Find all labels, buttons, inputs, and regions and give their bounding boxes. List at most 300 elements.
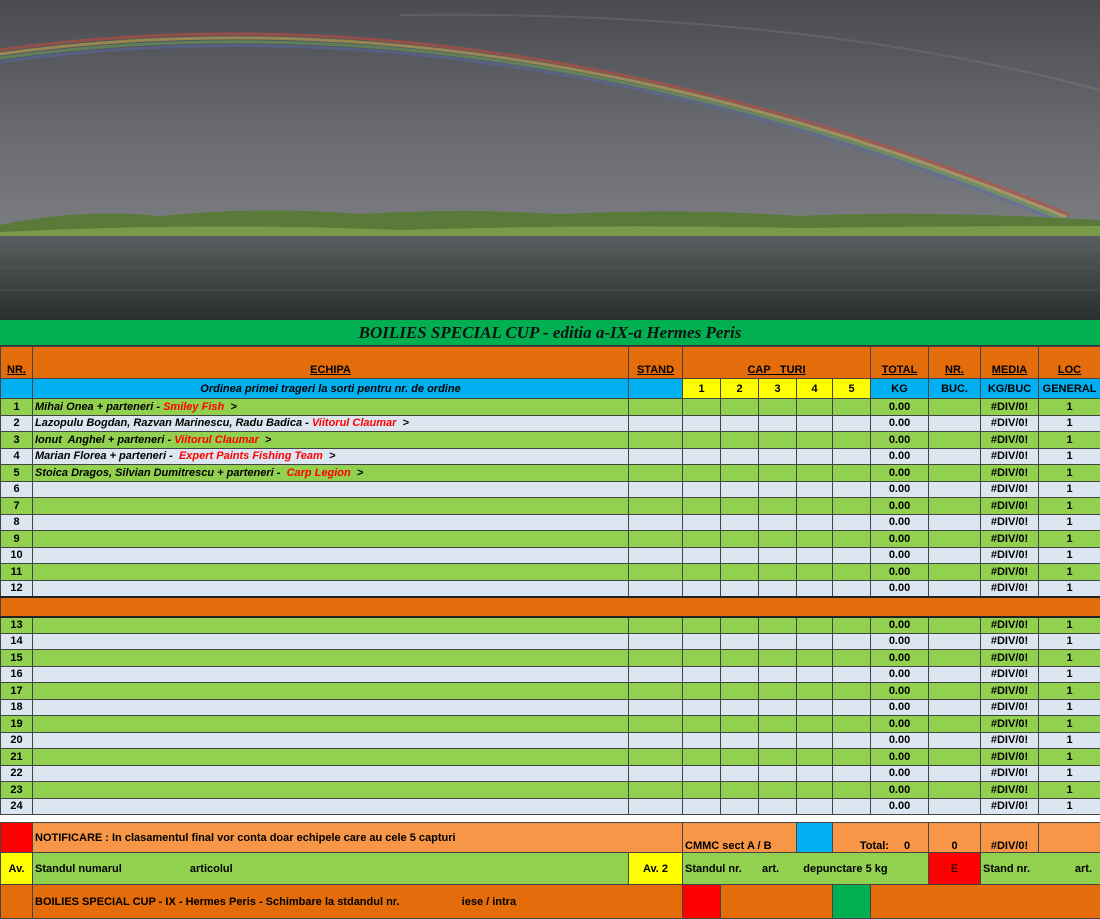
row-round-3: [759, 514, 797, 531]
row-round-4: [797, 531, 833, 548]
row-round-4: [797, 432, 833, 449]
row-buc: [929, 498, 981, 515]
header-cap-turi: [683, 347, 871, 379]
subheader-blank: [1, 379, 33, 399]
row-round-2: [721, 765, 759, 782]
row-round-5: [833, 765, 871, 782]
team-name: Marian Florea + parteneri -: [35, 450, 179, 462]
row-total-kg: 0.00: [871, 498, 929, 515]
row-stand: [629, 666, 683, 683]
footer-total-text: Total:: [860, 840, 889, 852]
header-row: [1, 347, 1100, 379]
row-round-4: [797, 580, 833, 597]
row-media: #DIV/0!: [981, 798, 1039, 815]
row-round-3: [759, 580, 797, 597]
row-round-5: [833, 650, 871, 667]
row-media: #DIV/0!: [981, 498, 1039, 515]
row-nr: 3: [1, 432, 33, 449]
footer-total-buc: 0: [929, 823, 981, 853]
row-stand: [629, 650, 683, 667]
team-club: Smiley Fish: [163, 401, 224, 413]
row-round-4: [797, 481, 833, 498]
header-photo-rainbow-lake: [0, 0, 1100, 320]
table-row: [1, 547, 1100, 564]
footer-red-cell: [1, 823, 33, 853]
row-round-3: [759, 617, 797, 634]
row-media: #DIV/0!: [981, 448, 1039, 465]
row-team: [33, 716, 629, 733]
subheader-buc: BUC.: [929, 379, 981, 399]
row-stand: [629, 798, 683, 815]
row-buc: [929, 399, 981, 416]
row-round-2: [721, 432, 759, 449]
row-team: [33, 749, 629, 766]
row-round-4: [797, 666, 833, 683]
row-round-3: [759, 798, 797, 815]
row-round-5: [833, 399, 871, 416]
row-round-2: [721, 716, 759, 733]
row-total-kg: 0.00: [871, 580, 929, 597]
row-round-4: [797, 415, 833, 432]
row-round-5: [833, 732, 871, 749]
row-media: #DIV/0!: [981, 564, 1039, 581]
row-total-kg: 0.00: [871, 617, 929, 634]
row-round-2: [721, 547, 759, 564]
row-round-4: [797, 749, 833, 766]
table-row: [1, 650, 1100, 667]
footer-total-kg: 0: [892, 840, 922, 852]
row-loc: 1: [1039, 547, 1100, 564]
footer-total-media: #DIV/0!: [981, 823, 1039, 853]
row-loc: 1: [1039, 531, 1100, 548]
table-row: [1, 415, 1100, 432]
row-media: #DIV/0!: [981, 666, 1039, 683]
row-round-4: [797, 617, 833, 634]
team-name: Lazopulu Bogdan, Razvan Marinescu, Radu Badica -: [35, 417, 312, 429]
row-media: #DIV/0!: [981, 415, 1039, 432]
header-turi: TURI: [780, 364, 806, 376]
row-stand: [629, 448, 683, 465]
header-loc: LOC: [1039, 347, 1100, 379]
row-team: [33, 432, 629, 449]
row-round-3: [759, 749, 797, 766]
row-loc: 1: [1039, 666, 1100, 683]
row-round-3: [759, 415, 797, 432]
team-arrow: >: [259, 434, 272, 446]
row-media: #DIV/0!: [981, 465, 1039, 482]
row-buc: [929, 465, 981, 482]
table-row: [1, 465, 1100, 482]
footer-e: E: [929, 853, 981, 885]
row-round-1: [683, 749, 721, 766]
row-loc: 1: [1039, 699, 1100, 716]
row-total-kg: 0.00: [871, 749, 929, 766]
row-round-2: [721, 732, 759, 749]
row-media: #DIV/0!: [981, 617, 1039, 634]
row-round-2: [721, 650, 759, 667]
row-loc: 1: [1039, 498, 1100, 515]
row-total-kg: 0.00: [871, 448, 929, 465]
row-loc: 1: [1039, 448, 1100, 465]
row-total-kg: 0.00: [871, 547, 929, 564]
row-round-1: [683, 617, 721, 634]
row-buc: [929, 782, 981, 799]
footer-stand-nr-cell: [981, 853, 1100, 885]
group-separator: [1, 597, 1100, 617]
row-total-kg: 0.00: [871, 465, 929, 482]
row-buc: [929, 514, 981, 531]
row-nr: 2: [1, 415, 33, 432]
footer-art: art.: [762, 863, 779, 875]
row-team: [33, 580, 629, 597]
row-round-3: [759, 650, 797, 667]
row-team: [33, 650, 629, 667]
table-row: [1, 782, 1100, 799]
row-round-4: [797, 699, 833, 716]
footer-blank: [1039, 823, 1100, 853]
header-cap: CAP: [747, 364, 770, 376]
table-row: [1, 580, 1100, 597]
table-row: [1, 564, 1100, 581]
footer-standul-numarul: Standul numarul: [35, 863, 122, 875]
row-round-1: [683, 782, 721, 799]
row-loc: 1: [1039, 514, 1100, 531]
row-round-3: [759, 465, 797, 482]
row-round-5: [833, 699, 871, 716]
table-row: [1, 765, 1100, 782]
row-round-2: [721, 498, 759, 515]
row-buc: [929, 448, 981, 465]
row-nr: 23: [1, 782, 33, 799]
row-loc: 1: [1039, 650, 1100, 667]
row-team: [33, 633, 629, 650]
table-row: [1, 432, 1100, 449]
row-nr: 24: [1, 798, 33, 815]
row-round-3: [759, 432, 797, 449]
footer-stand-nr: Stand nr.: [983, 863, 1030, 875]
row-buc: [929, 699, 981, 716]
row-team: [33, 481, 629, 498]
row-buc: [929, 531, 981, 548]
row-round-2: [721, 683, 759, 700]
row-round-1: [683, 650, 721, 667]
row-round-2: [721, 481, 759, 498]
row-media: #DIV/0!: [981, 683, 1039, 700]
row-round-1: [683, 415, 721, 432]
row-stand: [629, 683, 683, 700]
row-media: #DIV/0!: [981, 782, 1039, 799]
footer-green-cell: [833, 885, 871, 919]
team-arrow: >: [323, 450, 336, 462]
row-team: [33, 765, 629, 782]
row-round-1: [683, 699, 721, 716]
row-stand: [629, 432, 683, 449]
header-nr2: NR.: [929, 347, 981, 379]
header-stand: STAND: [629, 347, 683, 379]
row-team: [33, 617, 629, 634]
row-team: [33, 415, 629, 432]
row-round-3: [759, 699, 797, 716]
row-nr: 21: [1, 749, 33, 766]
footer-schimbare: BOILIES SPECIAL CUP - IX - Hermes Peris - Schimbare la stdandul nr.: [35, 896, 400, 908]
row-buc: [929, 798, 981, 815]
table-row: [1, 531, 1100, 548]
row-media: #DIV/0!: [981, 650, 1039, 667]
row-round-3: [759, 633, 797, 650]
row-stand: [629, 564, 683, 581]
row-total-kg: 0.00: [871, 481, 929, 498]
row-round-1: [683, 448, 721, 465]
row-round-1: [683, 465, 721, 482]
row-nr: 15: [1, 650, 33, 667]
row-round-5: [833, 749, 871, 766]
row-round-1: [683, 666, 721, 683]
footer-red-2: [683, 885, 721, 919]
row-buc: [929, 415, 981, 432]
round-3: 3: [759, 379, 797, 399]
team-club: Viitorul Claumar: [174, 434, 259, 446]
row-loc: 1: [1039, 732, 1100, 749]
row-round-5: [833, 633, 871, 650]
row-round-3: [759, 716, 797, 733]
row-loc: 1: [1039, 415, 1100, 432]
row-total-kg: 0.00: [871, 399, 929, 416]
row-round-1: [683, 498, 721, 515]
row-loc: 1: [1039, 580, 1100, 597]
footer-cmmc: CMMC sect A / B: [683, 823, 797, 853]
table-row: [1, 683, 1100, 700]
round-5: 5: [833, 379, 871, 399]
table-row: [1, 749, 1100, 766]
footer-orange-3: [871, 885, 1100, 919]
row-media: #DIV/0!: [981, 580, 1039, 597]
subheader-subtitle: Ordinea primei trageri la sorti pentru nr. de ordine: [33, 379, 629, 399]
subheader-row: [1, 379, 1100, 399]
row-round-4: [797, 798, 833, 815]
row-round-1: [683, 531, 721, 548]
table-row: [1, 448, 1100, 465]
row-stand: [629, 481, 683, 498]
row-media: #DIV/0!: [981, 749, 1039, 766]
row-round-5: [833, 547, 871, 564]
row-round-5: [833, 617, 871, 634]
row-round-4: [797, 765, 833, 782]
team-arrow: >: [224, 401, 237, 413]
row-round-4: [797, 650, 833, 667]
row-round-5: [833, 580, 871, 597]
table-row: [1, 666, 1100, 683]
header-nr: NR.: [1, 347, 33, 379]
row-round-5: [833, 782, 871, 799]
row-round-3: [759, 547, 797, 564]
row-round-2: [721, 633, 759, 650]
footer-total-label: [833, 823, 929, 853]
row-total-kg: 0.00: [871, 782, 929, 799]
row-round-1: [683, 798, 721, 815]
row-round-3: [759, 765, 797, 782]
row-round-2: [721, 514, 759, 531]
row-buc: [929, 633, 981, 650]
row-round-2: [721, 798, 759, 815]
row-round-4: [797, 399, 833, 416]
row-round-5: [833, 448, 871, 465]
row-media: #DIV/0!: [981, 432, 1039, 449]
table-row: [1, 514, 1100, 531]
row-round-2: [721, 564, 759, 581]
row-round-2: [721, 580, 759, 597]
subheader-kgbuc: KG/BUC: [981, 379, 1039, 399]
footer-blue-cell: [797, 823, 833, 853]
row-loc: 1: [1039, 716, 1100, 733]
team-club: Expert Paints Fishing Team: [179, 450, 323, 462]
row-nr: 5: [1, 465, 33, 482]
row-round-5: [833, 531, 871, 548]
team-name: Stoica Dragos, Silvian Dumitrescu + parteneri -: [35, 467, 287, 479]
footer-schimbare-cell: [33, 885, 683, 919]
row-buc: [929, 432, 981, 449]
row-round-1: [683, 765, 721, 782]
row-round-2: [721, 749, 759, 766]
row-round-3: [759, 782, 797, 799]
row-team: [33, 399, 629, 416]
row-buc: [929, 749, 981, 766]
row-round-1: [683, 481, 721, 498]
row-stand: [629, 716, 683, 733]
team-arrow: >: [396, 417, 409, 429]
round-1: 1: [683, 379, 721, 399]
row-stand: [629, 732, 683, 749]
row-round-5: [833, 465, 871, 482]
row-nr: 4: [1, 448, 33, 465]
row-round-3: [759, 481, 797, 498]
row-nr: 10: [1, 547, 33, 564]
row-round-1: [683, 732, 721, 749]
footer-orange-blank: [1, 885, 33, 919]
row-round-1: [683, 683, 721, 700]
header-media: MEDIA: [981, 347, 1039, 379]
row-nr: 19: [1, 716, 33, 733]
subheader-kg: KG: [871, 379, 929, 399]
row-loc: 1: [1039, 633, 1100, 650]
row-round-1: [683, 564, 721, 581]
row-round-2: [721, 617, 759, 634]
row-buc: [929, 765, 981, 782]
header-echipa: ECHIPA: [33, 347, 629, 379]
row-media: #DIV/0!: [981, 765, 1039, 782]
row-round-3: [759, 732, 797, 749]
row-buc: [929, 650, 981, 667]
row-media: #DIV/0!: [981, 399, 1039, 416]
row-stand: [629, 531, 683, 548]
footer-schimbare-row: [1, 885, 1100, 919]
team-club: Viitorul Claumar: [312, 417, 397, 429]
row-team: [33, 732, 629, 749]
table-row: [1, 481, 1100, 498]
row-nr: 20: [1, 732, 33, 749]
row-media: #DIV/0!: [981, 732, 1039, 749]
row-loc: 1: [1039, 749, 1100, 766]
footer-table: [0, 822, 1100, 919]
row-total-kg: 0.00: [871, 531, 929, 548]
row-round-3: [759, 564, 797, 581]
row-team: [33, 547, 629, 564]
row-total-kg: 0.00: [871, 415, 929, 432]
row-round-2: [721, 666, 759, 683]
table-row: [1, 633, 1100, 650]
row-buc: [929, 481, 981, 498]
row-round-1: [683, 716, 721, 733]
row-total-kg: 0.00: [871, 699, 929, 716]
row-nr: 8: [1, 514, 33, 531]
row-round-4: [797, 514, 833, 531]
footer-notificare-row: [1, 823, 1100, 853]
table-row: [1, 399, 1100, 416]
table-row: [1, 732, 1100, 749]
row-loc: 1: [1039, 765, 1100, 782]
row-buc: [929, 732, 981, 749]
separator-cell: [1, 597, 1100, 617]
row-round-4: [797, 716, 833, 733]
row-total-kg: 0.00: [871, 683, 929, 700]
row-round-4: [797, 564, 833, 581]
row-stand: [629, 547, 683, 564]
row-round-3: [759, 683, 797, 700]
team-name: Mihai Onea + parteneri -: [35, 401, 163, 413]
row-round-5: [833, 798, 871, 815]
footer-standul-nr-cell: [683, 853, 929, 885]
row-nr: 13: [1, 617, 33, 634]
row-stand: [629, 633, 683, 650]
row-round-2: [721, 399, 759, 416]
row-media: #DIV/0!: [981, 514, 1039, 531]
row-round-2: [721, 448, 759, 465]
row-team: [33, 782, 629, 799]
row-total-kg: 0.00: [871, 765, 929, 782]
row-media: #DIV/0!: [981, 531, 1039, 548]
row-round-1: [683, 432, 721, 449]
header-total: TOTAL: [871, 347, 929, 379]
results-table: [0, 346, 1100, 815]
row-team: [33, 514, 629, 531]
row-round-4: [797, 465, 833, 482]
row-loc: 1: [1039, 683, 1100, 700]
row-round-1: [683, 399, 721, 416]
row-buc: [929, 580, 981, 597]
row-round-1: [683, 633, 721, 650]
row-media: #DIV/0!: [981, 716, 1039, 733]
row-nr: 14: [1, 633, 33, 650]
row-nr: 16: [1, 666, 33, 683]
footer-art2: art.: [1075, 863, 1098, 875]
row-team: [33, 448, 629, 465]
row-buc: [929, 716, 981, 733]
row-nr: 12: [1, 580, 33, 597]
row-media: #DIV/0!: [981, 633, 1039, 650]
row-total-kg: 0.00: [871, 716, 929, 733]
footer-depunctare: depunctare 5 kg: [803, 863, 887, 875]
row-round-4: [797, 683, 833, 700]
table-row: [1, 498, 1100, 515]
row-nr: 6: [1, 481, 33, 498]
row-round-2: [721, 415, 759, 432]
row-team: [33, 531, 629, 548]
row-nr: 11: [1, 564, 33, 581]
row-nr: 22: [1, 765, 33, 782]
row-total-kg: 0.00: [871, 633, 929, 650]
row-buc: [929, 683, 981, 700]
footer-av2: Av. 2: [629, 853, 683, 885]
row-loc: 1: [1039, 564, 1100, 581]
